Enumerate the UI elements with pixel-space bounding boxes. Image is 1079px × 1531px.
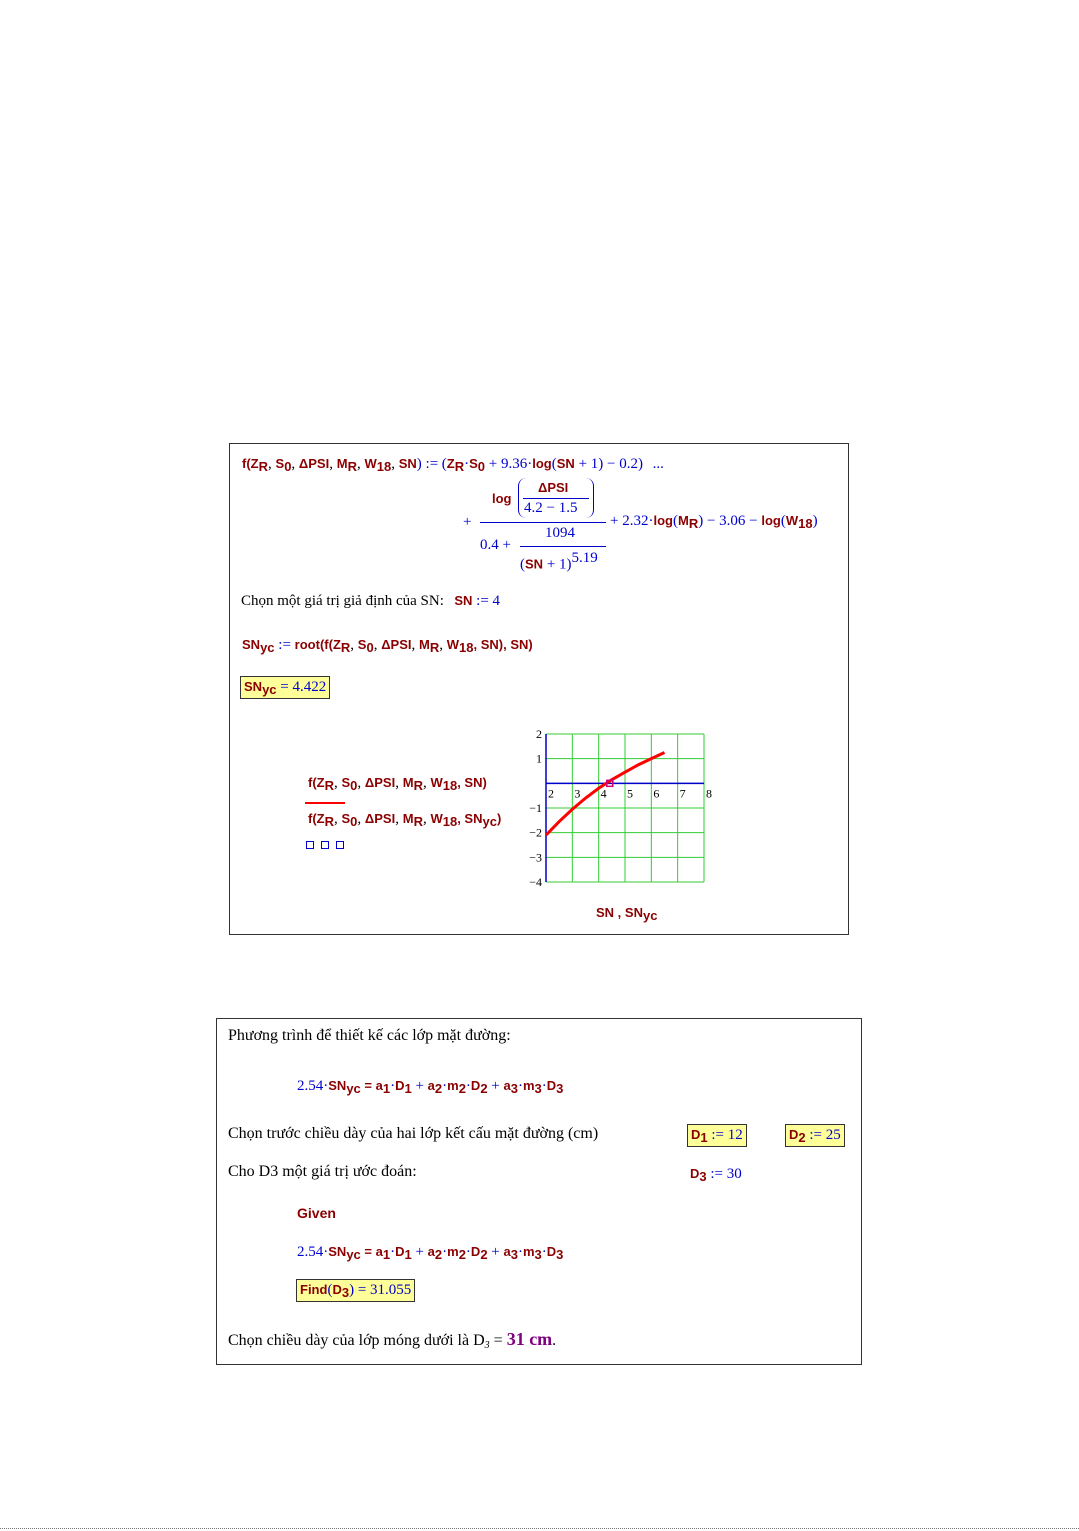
d3-value: := 30 — [706, 1166, 742, 1182]
var-w-sub: 18 — [376, 459, 392, 474]
fraction-block: log ΔPSI 4.2 − 1.5 0.4 + 1094 (SN + 1)$^{5.19}$ — [480, 478, 606, 578]
d3-sub: 3 — [699, 1169, 707, 1184]
root-lhs: SN — [242, 637, 261, 652]
log-fn: log — [532, 456, 552, 471]
tail-232: + 2.32· — [610, 513, 654, 529]
x-tick-label: 4 — [600, 786, 607, 801]
mathcad-panel-root — [229, 443, 849, 935]
result-var: SN — [244, 679, 263, 694]
conclusion-sub: 3 — [484, 1340, 490, 1351]
log-paren: ( — [551, 456, 557, 472]
conclusion-line — [228, 1329, 556, 1351]
x-tick-label: 6 — [653, 786, 660, 801]
legend-line-red — [305, 802, 345, 804]
result-sub: yc — [262, 682, 277, 697]
plot-area[interactable] — [510, 722, 730, 892]
frac-num-bot: 4.2 − 1.5 — [524, 500, 578, 516]
design-equation[interactable]: $2.54\cdot SN_{yc} = a_1\cdot D_1 + a_2\cdot m_2\cdot D_2 + a_3\cdot m_3\cdot D_3$ — [297, 1078, 564, 1096]
y-tick-label: −2 — [529, 825, 542, 840]
find-result[interactable]: $Find(D_3) = 31.055$ — [296, 1279, 415, 1302]
tail-306: − 3.06 − — [703, 513, 762, 529]
eq-sn-sub: yc — [346, 1081, 361, 1096]
root-fn: root — [294, 637, 320, 652]
d1-name: D — [691, 1127, 701, 1142]
given-equation[interactable]: $2.54\cdot SN_{yc} = a_1\cdot D_1 + a_2\cdot m_2\cdot D_2 + a_3\cdot m_3\cdot D_3$ — [297, 1244, 564, 1262]
y-tick-label: −1 — [529, 801, 542, 815]
var-s-sub: 0 — [284, 459, 292, 474]
d2-sub: 2 — [798, 1130, 806, 1145]
conclusion-eq: = — [489, 1332, 507, 1349]
conclusion-text: Chọn chiều dày của lớp móng dưới là D — [228, 1332, 485, 1349]
root-lhs-sub: yc — [260, 640, 275, 655]
fn-name: f( — [242, 456, 251, 471]
mul-dot: · — [464, 456, 470, 472]
placeholder-square-icon[interactable] — [306, 841, 314, 849]
x-tick-label: 7 — [679, 786, 686, 801]
den-top: 1094 — [545, 525, 575, 541]
sn-guess-line[interactable] — [241, 592, 500, 610]
placeholder-square-icon[interactable] — [321, 841, 329, 849]
d2-value: := 25 — [805, 1127, 841, 1143]
term-tail: + 1) − 0.2) — [574, 456, 643, 472]
var-s: S — [275, 456, 285, 471]
conclusion-value: 31 cm — [506, 1329, 553, 1349]
root-args: (f(Z — [319, 637, 341, 652]
legend1-tail: , SN) — [457, 775, 487, 790]
den-paren-open: ( — [520, 556, 525, 573]
x-tick-label: 2 — [548, 786, 554, 801]
d1-value: := 12 — [707, 1127, 743, 1143]
tail-log: log — [653, 513, 673, 528]
x-tick-label: 8 — [706, 786, 712, 801]
root-rest: , SN) — [503, 637, 533, 652]
find-fn: Find — [300, 1282, 328, 1297]
frac-num-top: ΔPSI — [538, 480, 569, 495]
sn-guess-value: := 4 — [472, 593, 501, 609]
eq-coef: 2.54· — [297, 1078, 329, 1094]
eq-sn: SN — [328, 1078, 347, 1093]
var-dpsi: ΔPSI — [298, 456, 330, 471]
design-heading: Phương trình để thiết kế các lớp mặt đường: — [228, 1027, 511, 1044]
x-label-sub: yc — [642, 908, 658, 923]
var-z-sub: R — [258, 459, 269, 474]
tail-log-2: log — [761, 513, 781, 528]
frac-log: log — [492, 491, 512, 506]
sn-yc-result[interactable] — [240, 676, 330, 699]
main-fraction-bar — [480, 522, 606, 523]
var-z: Z — [250, 456, 259, 471]
d3-name: D — [690, 1166, 700, 1181]
legend2-tail: , SN — [457, 811, 483, 826]
placeholder-squares[interactable] — [306, 836, 344, 854]
root-assign: := — [274, 637, 295, 653]
sn-guess-var: SN — [454, 593, 473, 608]
d3-assignment[interactable] — [690, 1165, 742, 1184]
y-tick-label: 2 — [536, 727, 542, 741]
eq-rhs: = a — [360, 1078, 383, 1093]
x-tick-label: 3 — [574, 786, 581, 801]
y-tick-label: 1 — [536, 751, 542, 766]
function-definition[interactable]: $f(Z_R$, $S_0$, ΔPSI, $M_R$, $W_{18}$, SN) := $(Z_R\cdot S_0 + 9.36\cdot\log(SN + 1) - 0.2)$ ... — [242, 456, 664, 474]
paren-open: ( — [441, 456, 447, 472]
log-paren-box — [518, 478, 594, 518]
y-tick-label: −4 — [529, 875, 542, 889]
conclusion-end: . — [552, 1332, 557, 1349]
root-expression[interactable]: $SN_{yc}$ := $root(f(Z_R$, $S_0$, ΔPSI, $M_R$, $W_{18}$, SN), SN) — [242, 637, 533, 655]
definition-tail: + $2.32\cdot\log(M_R) - 3.06 - \log(W_{18})$ — [610, 513, 818, 531]
placeholder-square-icon[interactable] — [336, 841, 344, 849]
design-panel — [216, 1018, 862, 1365]
plot-legend-1: $f(Z_R$, $S_0$, ΔPSI, $M_R$, $W_{18}$, SN) — [308, 775, 487, 793]
legend1-head: f(Z — [308, 775, 325, 790]
continuation-ellipsis: ... — [652, 456, 664, 472]
given-keyword[interactable]: Given — [297, 1205, 336, 1221]
d3-guess-text: Cho D3 một giá trị ước đoán: — [228, 1163, 417, 1180]
d1-sub: 1 — [700, 1130, 708, 1145]
y-tick-label: −3 — [529, 850, 542, 865]
legend2-sub: yc — [482, 814, 497, 829]
var-m-sub: R — [347, 459, 357, 474]
var-w: W — [364, 456, 377, 471]
var-sn-2: SN — [556, 456, 575, 471]
d1-assignment[interactable] — [687, 1124, 747, 1147]
var-m: M — [336, 456, 348, 471]
x-tick-label: 5 — [627, 786, 633, 801]
var-sn: SN — [398, 456, 417, 471]
den-prefix: 0.4 + — [480, 537, 511, 553]
assign-op: ) := — [416, 456, 439, 472]
d2-name: D — [789, 1127, 799, 1142]
find-value: = 31.055 — [354, 1282, 412, 1298]
plot-legend-2: $f(Z_R$, $S_0$, ΔPSI, $M_R$, $W_{18}$, $SN_{yc}$) — [308, 811, 502, 829]
x-axis-label — [596, 904, 657, 923]
choose-thickness-text: Chọn trước chiều dày của hai lớp kết cấu mặt đường (cm) — [228, 1125, 599, 1142]
d2-assignment[interactable] — [785, 1124, 845, 1147]
term-936: + 9.36· — [485, 456, 533, 472]
den-exponent: 5.19 — [571, 550, 598, 566]
result-value: = 4.422 — [276, 679, 327, 695]
sn-guess-text: Chọn một giá trị giả định của SN: — [241, 593, 444, 609]
page-bottom-rule — [0, 1528, 1079, 1529]
x-label-text: SN , SN — [596, 905, 643, 920]
plus-sign: + — [463, 514, 472, 530]
den-paren-close: + 1) — [543, 556, 572, 573]
